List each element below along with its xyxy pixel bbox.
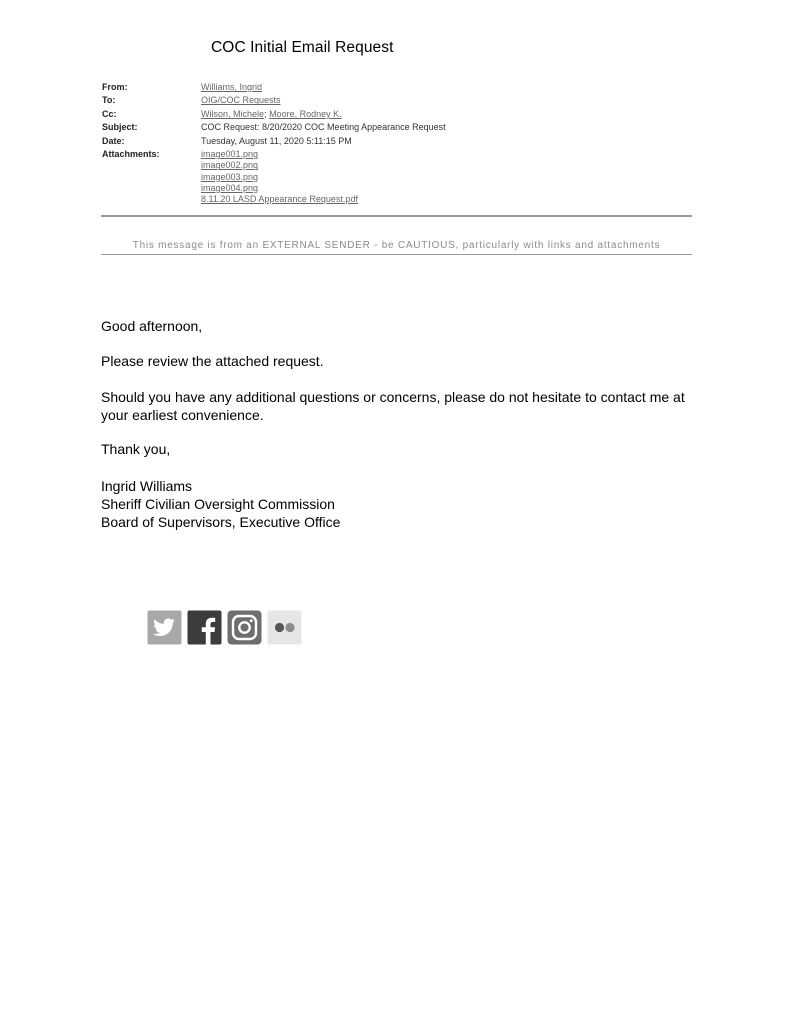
from-link[interactable]: Williams, Ingrid xyxy=(201,82,263,92)
thanks-text: Thank you, xyxy=(101,441,171,457)
date-value: Tuesday, August 11, 2020 5:11:15 PM xyxy=(201,135,352,146)
questions-text: Should you have any additional questions or concerns, please do not hesitate to contact me at your earliest convenience. xyxy=(101,389,685,423)
date-row xyxy=(102,135,692,148)
greeting-text: Good afternoon, xyxy=(101,318,203,334)
facebook-icon[interactable] xyxy=(187,610,222,645)
external-sender-banner: This message is from an EXTERNAL SENDER - be CAUTIOUS, particularly with links and attachments xyxy=(132,240,661,251)
attachment-link[interactable]: image004.png xyxy=(201,182,259,193)
page-title: COC Initial Email Request xyxy=(211,39,394,56)
to-row xyxy=(102,94,692,107)
subject-label: Subject: xyxy=(102,122,138,133)
subject-value: COC Request: 8/20/2020 COC Meeting Appearance Request xyxy=(201,122,446,133)
signature-org: Sheriff Civilian Oversight Commission xyxy=(101,496,335,512)
attachment-link[interactable]: image002.png xyxy=(201,160,259,171)
cc-row xyxy=(102,108,692,121)
attachment-link[interactable]: image003.png xyxy=(201,171,259,182)
cc-values xyxy=(201,108,342,121)
to-label: To: xyxy=(102,95,116,106)
twitter-icon[interactable] xyxy=(147,610,182,645)
cc-link-wilson[interactable]: Wilson, Michele xyxy=(201,108,265,119)
signature-block xyxy=(101,477,340,531)
signature-office: Board of Supervisors, Executive Office xyxy=(101,514,341,530)
email-header xyxy=(102,81,692,206)
to-link[interactable]: OIG/COC Requests xyxy=(201,95,281,106)
social-icons xyxy=(147,610,302,645)
subject-row xyxy=(102,121,692,134)
from-row xyxy=(102,81,692,94)
header-divider xyxy=(101,215,692,217)
instagram-icon[interactable] xyxy=(227,610,262,645)
attachments-row xyxy=(102,148,692,205)
attachment-link-pdf[interactable]: 8.11.20 LASD Appearance Request.pdf xyxy=(201,194,358,205)
cc-label: Cc: xyxy=(102,108,117,119)
cc-link-moore[interactable]: Moore, Rodney K. xyxy=(269,108,342,119)
attachment-list xyxy=(201,148,358,205)
attachments-label: Attachments: xyxy=(102,149,160,160)
review-text: Please review the attached request. xyxy=(101,353,324,369)
cc-separator: ; xyxy=(264,108,267,119)
banner-divider xyxy=(101,254,692,255)
attachment-link[interactable]: image001.png xyxy=(201,149,259,160)
from-label: From: xyxy=(102,82,128,92)
flickr-icon[interactable] xyxy=(267,610,302,645)
signature-name: Ingrid Williams xyxy=(101,478,193,494)
date-label: Date: xyxy=(102,135,125,146)
